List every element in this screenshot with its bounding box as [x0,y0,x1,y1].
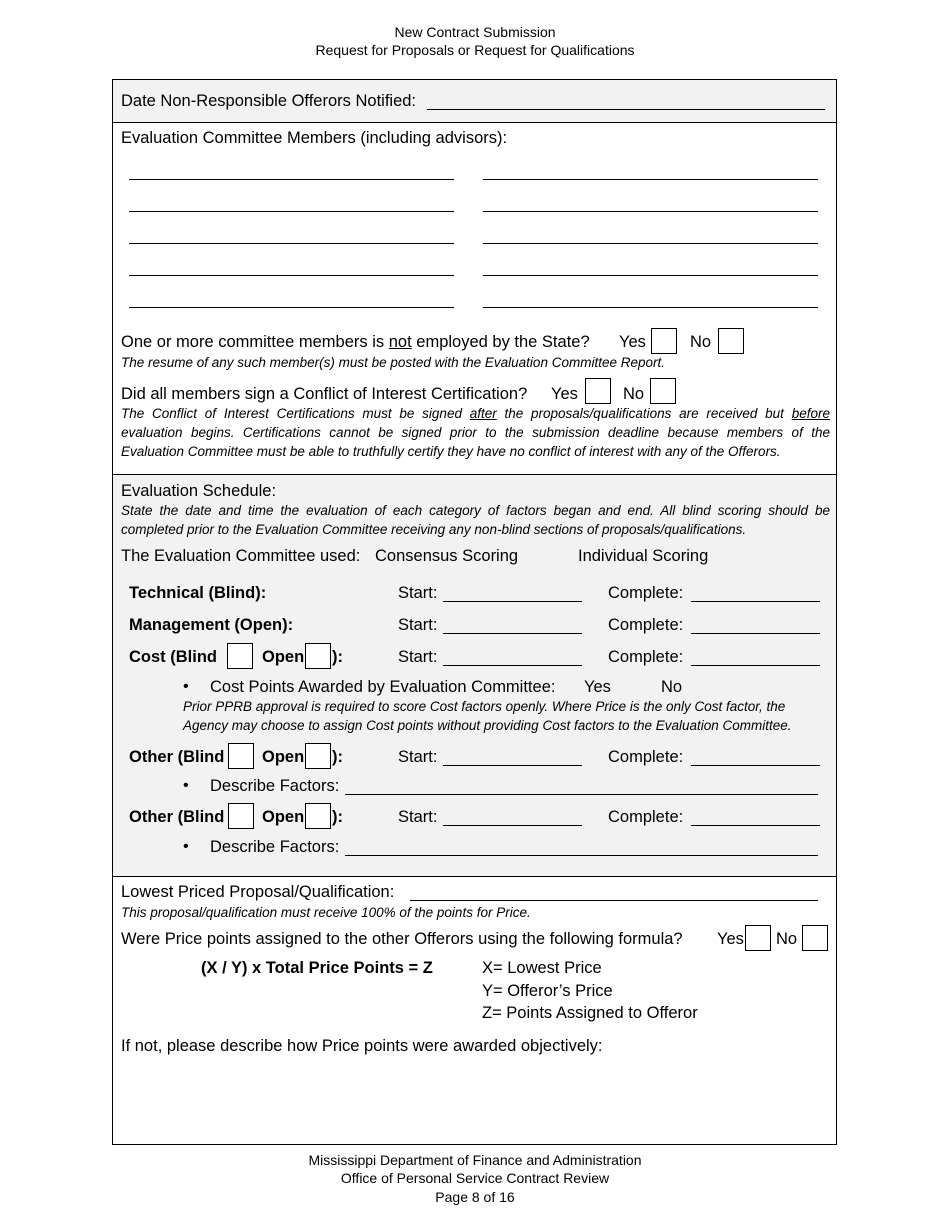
member-line[interactable] [483,275,818,276]
price-section [113,876,836,1144]
cost-blind-checkbox[interactable] [227,643,253,669]
cost-points-no-option[interactable]: No [661,678,683,696]
technical-complete-line[interactable] [691,601,820,602]
notified-label: Date Non-Responsible Offerors Notified: [121,92,417,110]
complete-label: Complete: [608,808,684,826]
non-state-no-checkbox[interactable] [718,328,744,354]
pprb-note: Prior PPRB approval is required to score Cost factors openly. Where Price is the only Cost factor, the Agency may choose to assign Cost points without providing Cost factors to the Evaluation Committee. [183,699,792,733]
management-complete-line[interactable] [691,633,820,634]
describe-price-question: If not, please describe how Price points were awarded objectively: [121,1037,603,1055]
start-label: Start: [398,808,438,826]
member-line[interactable] [483,179,818,180]
member-line[interactable] [483,307,818,308]
cost-start-line[interactable] [443,665,582,666]
start-label: Start: [398,584,438,602]
describe-factors-label: Describe Factors: [210,777,340,795]
other-open-label: Open [262,748,305,766]
member-line[interactable] [129,179,454,180]
x-definition: X= Lowest Price [482,959,602,977]
cost-open-checkbox[interactable] [305,643,331,669]
conflict-no-label: No [623,385,645,403]
cost-points-question: Cost Points Awarded by Evaluation Committee: [210,678,556,696]
other-1-complete-line[interactable] [691,765,820,766]
non-state-no-label: No [690,333,712,351]
footer-office: Office of Personal Service Contract Review [340,1170,610,1186]
other-1-describe-line[interactable] [345,794,818,795]
other-1-open-checkbox[interactable] [305,743,331,769]
other-2-start-line[interactable] [443,825,582,826]
cost-open-label: Open [262,648,305,666]
member-line[interactable] [483,243,818,244]
complete-label: Complete: [608,648,684,666]
price-formula: (X / Y) x Total Price Points = Z [201,959,433,977]
committee-section [113,122,836,474]
other-1-start-line[interactable] [443,765,582,766]
z-definition: Z= Points Assigned to Offeror [482,1004,698,1022]
schedule-instructions: State the date and time the evaluation of each category of factors began and end. All blind scoring should be completed prior to the Evaluation Committee receiving any non-blind sections of proposals/qualifications. [121,503,830,537]
bullet-icon: • [183,838,189,855]
lowest-price-label: Lowest Priced Proposal/Qualification: [121,883,395,901]
complete-label: Complete: [608,748,684,766]
resume-note: The resume of any such member(s) must be posted with the Evaluation Committee Report. [121,355,665,370]
bullet-icon: • [183,777,189,794]
member-line[interactable] [129,211,454,212]
other-2-open-checkbox[interactable] [305,803,331,829]
notified-date-line[interactable] [427,109,825,110]
management-start-line[interactable] [443,633,582,634]
other-blind-label: Other (Blind [129,748,225,766]
conflict-note: The Conflict of Interest Certifications must be signed after the proposals/qualifications are received but before evaluation begins. Certifications cannot be signed prior to the submission deadline because members of the Evaluation Committee must be able to truthfully certify they have no conflict of interest with any of the Offerors. [121,406,830,459]
formula-no-checkbox[interactable] [802,925,828,951]
other-2-describe-line[interactable] [345,855,818,856]
other-open-label: Open [262,808,305,826]
formula-no-label: No [776,930,798,948]
cost-points-yes-option[interactable]: Yes [584,678,611,696]
conflict-no-checkbox[interactable] [650,378,676,404]
close-paren: ): [332,648,343,666]
cost-complete-line[interactable] [691,665,820,666]
start-label: Start: [398,616,438,634]
cost-blind-label: Cost (Blind [129,648,217,666]
other-blind-label: Other (Blind [129,808,225,826]
start-label: Start: [398,748,438,766]
describe-factors-label: Describe Factors: [210,838,340,856]
close-paren: ): [332,808,343,826]
close-paren: ): [332,748,343,766]
formula-yes-label: Yes [717,930,744,948]
technical-label: Technical (Blind): [129,584,267,602]
non-state-yes-label: Yes [619,333,646,351]
notified-section [113,80,836,122]
header-title: New Contract Submission [394,24,556,40]
schedule-title: Evaluation Schedule: [121,482,277,500]
member-line[interactable] [129,307,454,308]
member-line[interactable] [129,275,454,276]
conflict-yes-checkbox[interactable] [585,378,611,404]
header-subtitle: Request for Proposals or Request for Qualifications [315,42,635,58]
complete-label: Complete: [608,616,684,634]
form-frame [112,79,837,1145]
technical-start-line[interactable] [443,601,582,602]
management-label: Management (Open): [129,616,294,634]
bullet-icon: • [183,678,189,695]
start-label: Start: [398,648,438,666]
conflict-question: Did all members sign a Conflict of Interest Certification? [121,385,528,403]
lowest-price-note: This proposal/qualification must receive 100% of the points for Price. [121,905,531,920]
committee-label: Evaluation Committee Members (including advisors): [121,129,508,147]
other-1-blind-checkbox[interactable] [228,743,254,769]
describe-price-area[interactable] [113,1061,836,1141]
non-state-yes-checkbox[interactable] [651,328,677,354]
scoring-method-label: The Evaluation Committee used: [121,547,361,565]
other-2-blind-checkbox[interactable] [228,803,254,829]
lowest-price-line[interactable] [410,900,818,901]
footer-agency: Mississippi Department of Finance and Administration [308,1152,642,1168]
schedule-section [113,474,836,876]
conflict-yes-label: Yes [551,385,578,403]
member-line[interactable] [129,243,454,244]
formula-question: Were Price points assigned to the other Offerors using the following formula? [121,930,683,948]
member-line[interactable] [483,211,818,212]
page-number: Page 8 of 16 [435,1189,515,1205]
y-definition: Y= Offeror’s Price [482,982,613,1000]
non-state-question: One or more committee members is not employed by the State? [121,333,590,351]
consensus-scoring-option[interactable]: Consensus Scoring [375,547,519,565]
other-2-complete-line[interactable] [691,825,820,826]
formula-yes-checkbox[interactable] [745,925,771,951]
complete-label: Complete: [608,584,684,602]
individual-scoring-option[interactable]: Individual Scoring [578,547,709,565]
